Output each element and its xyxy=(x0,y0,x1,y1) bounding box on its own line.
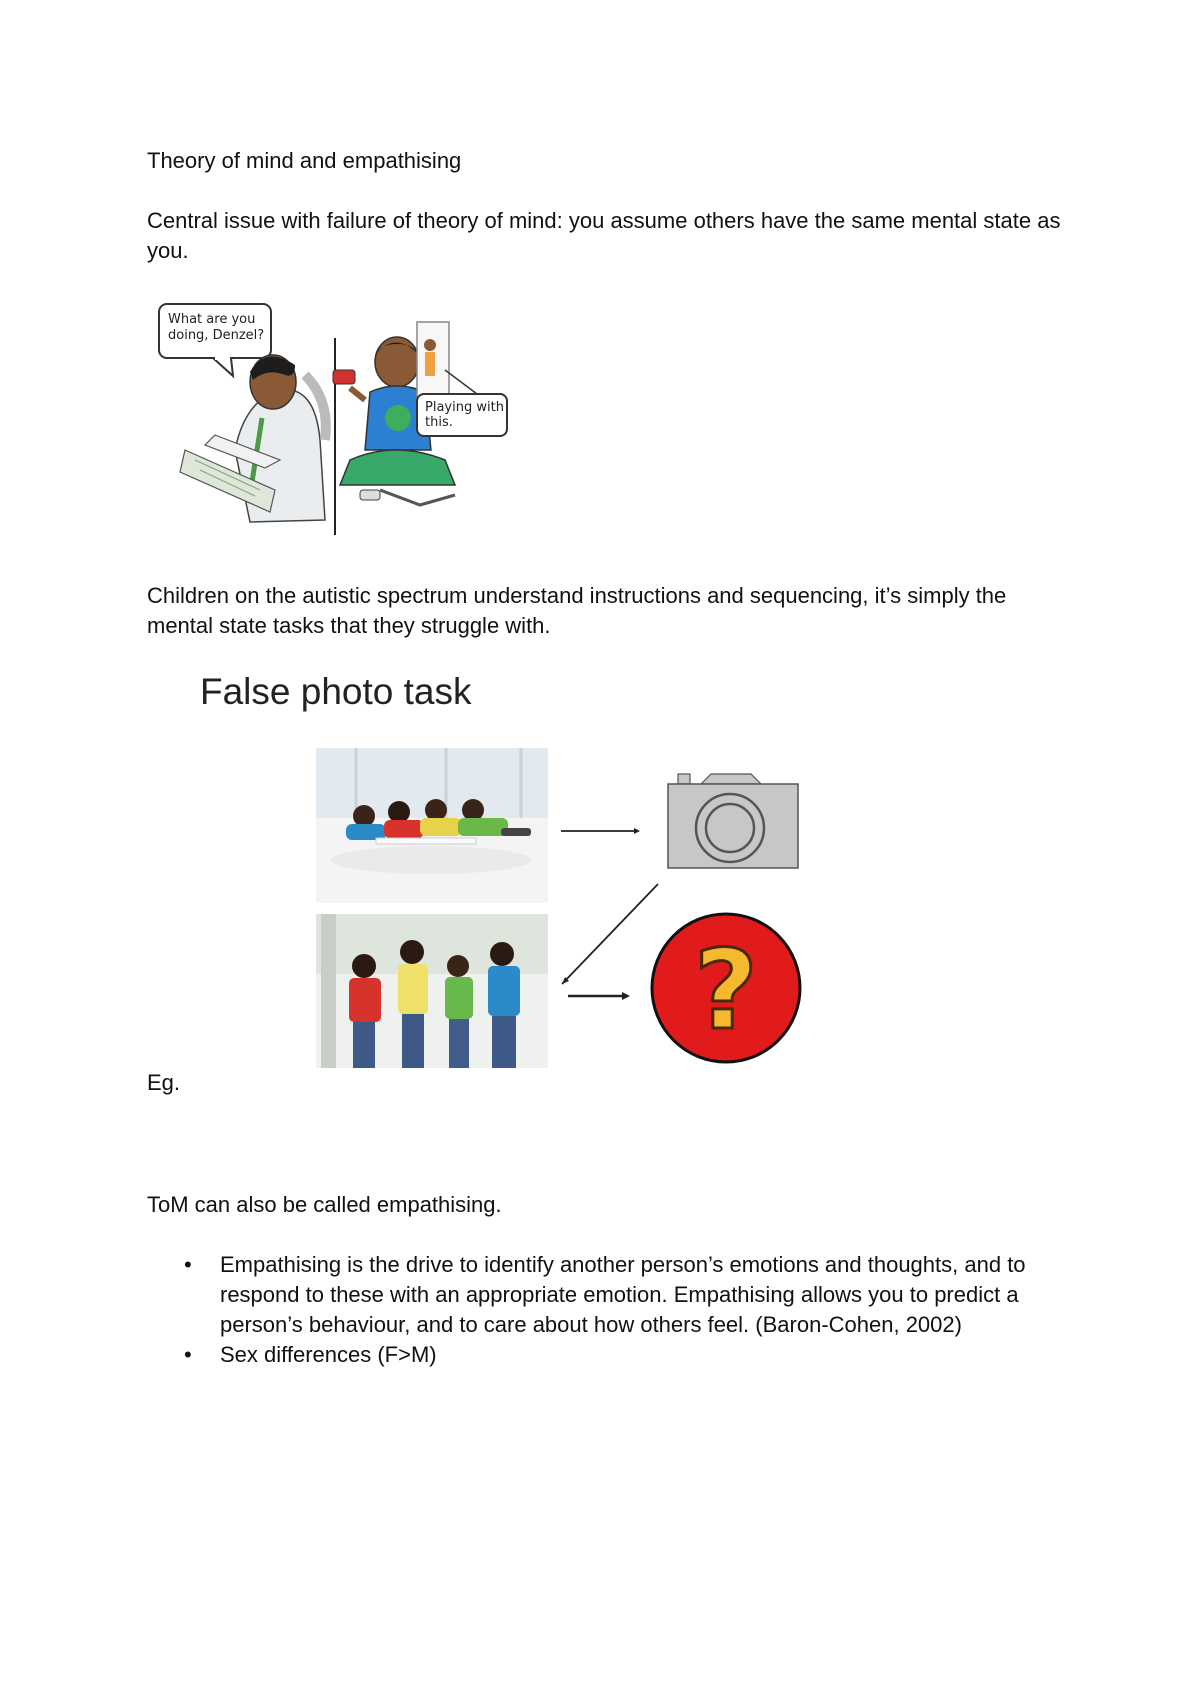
list-item xyxy=(147,1250,1067,1340)
paragraph-autistic-spectrum: Children on the autistic spectrum understand instructions and sequencing, it’s simply the mental state tasks that they struggle with. xyxy=(147,583,1007,638)
eg-label: Eg. xyxy=(147,1070,181,1095)
false-photo-diagram xyxy=(316,748,806,1068)
bullet-marker: • xyxy=(184,1342,192,1367)
photo-children-reading xyxy=(316,748,548,903)
paragraph-tom-empathising: ToM can also be called empathising. xyxy=(147,1192,502,1217)
theory-of-mind-cartoon xyxy=(155,300,555,545)
doc-title: Theory of mind and empathising xyxy=(147,148,462,173)
arrow-to-question xyxy=(568,992,630,1000)
question-mark-glyph: ? xyxy=(694,926,758,1054)
bullet-text: Sex differences (F>M) xyxy=(220,1342,437,1367)
arrow-to-camera xyxy=(561,828,640,834)
camera-icon xyxy=(668,774,798,868)
photo-girls-on-phones xyxy=(316,914,548,1068)
paragraph-central-issue: Central issue with failure of theory of mind: you assume others have the same mental state as you. xyxy=(147,208,1061,263)
parent-figure xyxy=(180,355,326,522)
false-photo-title: False photo task xyxy=(200,671,472,712)
question-mark-icon xyxy=(652,914,800,1062)
parent-bubble-text: What are you doing, Denzel? xyxy=(168,312,265,343)
bullet-text: Empathising is the drive to identify another person’s emotions and thoughts, and to respond to these with an appropriate emotion. Empathising allows you to predict a person’s behaviour, and to care about how others feel. (Baron-Cohen, 2002) xyxy=(220,1252,1026,1337)
list-item xyxy=(147,1340,1067,1370)
arrow-camera-to-photo xyxy=(562,884,658,984)
bullet-marker: • xyxy=(184,1252,192,1277)
bullet-list xyxy=(147,1250,1067,1370)
child-bubble-text: Playing with this. xyxy=(425,400,504,430)
